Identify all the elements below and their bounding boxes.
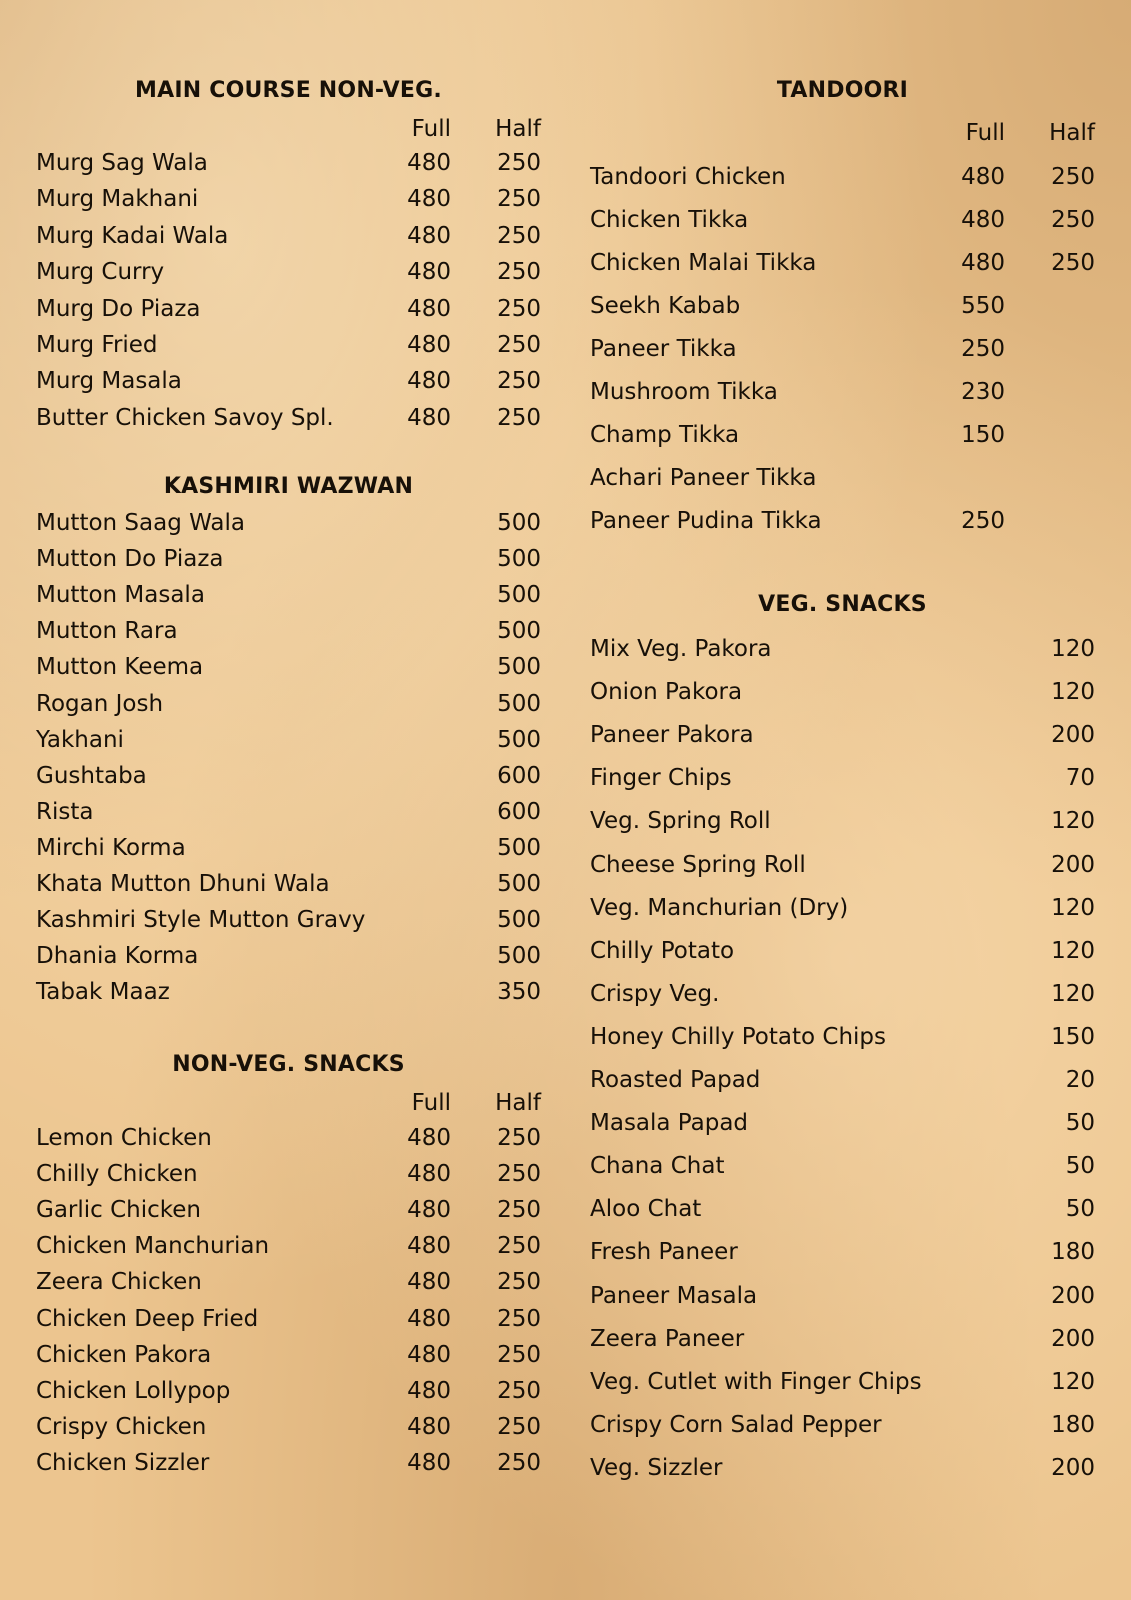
item-name: Murg Masala (36, 368, 182, 395)
item-price: 120 (1051, 894, 1095, 921)
menu-item-row (36, 150, 541, 180)
item-name: Mutton Saag Wala (36, 510, 245, 536)
half-price: 250 (497, 222, 541, 249)
item-price: 500 (497, 546, 541, 573)
item-price: 500 (497, 654, 541, 681)
item-name: Rogan Josh (36, 690, 164, 717)
item-name: Mutton Do Piaza (36, 546, 224, 573)
menu-item-row (36, 654, 541, 684)
section-title: KASHMIRI WAZWAN (163, 474, 414, 499)
menu-item-row (36, 799, 541, 829)
item-price: 180 (1051, 1411, 1095, 1438)
menu-item-row (36, 510, 541, 540)
menu-item-row (36, 223, 541, 253)
item-name: Veg. Manchurian (Dry) (590, 894, 849, 921)
menu-item-row (590, 1239, 1095, 1269)
menu-item-row (590, 1326, 1095, 1356)
item-price: 500 (497, 871, 541, 897)
full-price: 480 (961, 250, 1005, 276)
menu-item-row (590, 852, 1095, 882)
full-price: 480 (407, 1269, 451, 1296)
menu-item-row (36, 332, 541, 362)
item-name: Onion Pakora (590, 679, 743, 706)
menu-item-row (590, 808, 1095, 838)
full-price: 480 (407, 404, 451, 431)
half-price: 250 (1051, 250, 1095, 276)
half-price: 250 (497, 1377, 541, 1404)
menu-item-row (36, 405, 541, 435)
item-name: Paneer Masala (590, 1282, 758, 1309)
item-price: 600 (497, 762, 541, 789)
menu-item-row (590, 1067, 1095, 1097)
menu-item-row (36, 835, 541, 865)
full-price: 480 (407, 1197, 451, 1224)
item-name: Zeera Paneer (590, 1325, 745, 1352)
half-label: Half (495, 1090, 541, 1116)
menu-item-row (36, 691, 541, 721)
item-name: Chicken Manchurian (36, 1233, 270, 1260)
item-name: Chicken Sizzler (36, 1449, 210, 1476)
full-price: 250 (961, 336, 1005, 362)
half-price: 250 (497, 1305, 541, 1332)
half-price: 250 (497, 332, 541, 358)
item-name: Chilly Potato (590, 937, 735, 964)
menu-item-row (36, 186, 541, 216)
item-name: Chicken Lollypop (36, 1377, 231, 1404)
price-header (36, 1090, 541, 1120)
item-price: 120 (1051, 1368, 1095, 1395)
menu-item-row (590, 1196, 1095, 1226)
full-price: 480 (961, 164, 1005, 190)
menu-item-row (590, 336, 1095, 366)
item-name: Mix Veg. Pakora (590, 636, 772, 662)
menu-item-row (590, 293, 1095, 323)
item-price: 500 (497, 618, 541, 645)
item-price: 120 (1051, 937, 1095, 964)
menu-item-row (590, 379, 1095, 409)
item-name: Chicken Malai Tikka (590, 250, 817, 276)
full-price: 230 (961, 379, 1005, 405)
item-name: Kashmiri Style Mutton Gravy (36, 907, 366, 934)
menu-item-row (590, 465, 1095, 495)
item-name: Chana Chat (590, 1153, 725, 1180)
item-name: Dhania Korma (36, 943, 199, 970)
half-price: 250 (1051, 207, 1095, 233)
item-name: Khata Mutton Dhuni Wala (36, 871, 330, 897)
item-name: Murg Curry (36, 259, 165, 286)
item-name: Tandoori Chicken (590, 164, 786, 190)
half-price: 250 (497, 259, 541, 286)
item-name: Aloo Chat (590, 1196, 702, 1223)
item-price: 500 (497, 726, 541, 753)
full-price: 480 (407, 150, 451, 176)
item-name: Murg Makhani (36, 186, 199, 213)
menu-item-row (36, 1233, 541, 1263)
half-price: 250 (497, 295, 541, 322)
half-price: 250 (497, 1413, 541, 1440)
item-price: 70 (1065, 765, 1095, 792)
full-price: 480 (407, 1233, 451, 1260)
item-price: 350 (497, 979, 541, 1006)
menu-item-row (36, 727, 541, 757)
menu-item-row (36, 1378, 541, 1408)
item-name: Veg. Cutlet with Finger Chips (590, 1368, 922, 1395)
half-price: 250 (497, 186, 541, 213)
menu-item-row (590, 1455, 1095, 1485)
item-name: Butter Chicken Savoy Spl. (36, 404, 334, 431)
item-price: 200 (1051, 722, 1095, 749)
half-label: Half (1049, 120, 1095, 146)
menu-item-row (590, 1412, 1095, 1442)
item-name: Mutton Rara (36, 618, 178, 645)
full-label: Full (411, 116, 451, 142)
price-header (36, 116, 541, 146)
item-name: Paneer Tikka (590, 336, 737, 362)
full-price: 250 (961, 508, 1005, 534)
item-name: Fresh Paneer (590, 1239, 738, 1266)
item-name: Veg. Spring Roll (590, 808, 771, 835)
full-price: 480 (407, 1449, 451, 1476)
menu-item-row (590, 981, 1095, 1011)
menu-item-row (36, 368, 541, 398)
item-price: 20 (1065, 1067, 1095, 1093)
full-price: 480 (407, 259, 451, 286)
item-name: Honey Chilly Potato Chips (590, 1023, 886, 1050)
half-price: 250 (497, 1341, 541, 1368)
menu-item-row (590, 207, 1095, 237)
item-price: 120 (1051, 808, 1095, 835)
item-price: 200 (1051, 851, 1095, 878)
item-price: 120 (1051, 980, 1095, 1007)
full-price: 480 (407, 368, 451, 395)
menu-item-row (590, 1283, 1095, 1313)
item-name: Veg. Sizzler (590, 1454, 723, 1481)
full-price: 480 (407, 1341, 451, 1368)
half-price: 250 (497, 1197, 541, 1224)
item-name: Finger Chips (590, 765, 732, 792)
menu-item-row (590, 422, 1095, 452)
section-title: NON-VEG. SNACKS (172, 1052, 405, 1077)
menu-item-row (590, 938, 1095, 968)
item-name: Murg Do Piaza (36, 295, 201, 322)
full-price: 480 (961, 207, 1005, 233)
item-name: Roasted Papad (590, 1067, 761, 1093)
full-price: 150 (961, 422, 1005, 448)
item-price: 200 (1051, 1282, 1095, 1309)
item-price: 500 (497, 582, 541, 609)
menu-item-row (36, 296, 541, 326)
full-label: Full (411, 1090, 451, 1116)
menu-item-row (36, 1197, 541, 1227)
menu-item-row (590, 722, 1095, 752)
half-price: 250 (1051, 164, 1095, 190)
item-name: Rista (36, 798, 94, 825)
item-price: 500 (497, 510, 541, 536)
half-price: 250 (497, 368, 541, 395)
item-price: 200 (1051, 1454, 1095, 1481)
item-name: Murg Sag Wala (36, 150, 208, 176)
full-price: 480 (407, 332, 451, 358)
item-name: Achari Paneer Tikka (590, 465, 817, 491)
item-name: Crispy Chicken (36, 1413, 207, 1440)
item-name: Cheese Spring Roll (590, 851, 806, 878)
item-name: Mushroom Tikka (590, 379, 778, 405)
menu-item-row (590, 895, 1095, 925)
item-price: 200 (1051, 1325, 1095, 1352)
item-price: 180 (1051, 1239, 1095, 1266)
item-name: Mirchi Korma (36, 834, 186, 861)
item-price: 500 (497, 907, 541, 934)
item-name: Lemon Chicken (36, 1125, 212, 1151)
item-name: Chicken Pakora (36, 1341, 212, 1368)
half-price: 250 (497, 150, 541, 176)
item-price: 50 (1065, 1196, 1095, 1223)
half-price: 250 (497, 1449, 541, 1476)
menu-item-row (590, 765, 1095, 795)
item-name: Yakhani (36, 726, 124, 753)
menu-item-row (590, 1369, 1095, 1399)
menu-item-row (36, 907, 541, 937)
full-price: 480 (407, 1377, 451, 1404)
menu-item-row (36, 1414, 541, 1444)
section-title: TANDOORI (776, 78, 909, 103)
item-name: Gushtaba (36, 762, 147, 789)
item-name: Chicken Deep Fried (36, 1305, 259, 1332)
item-name: Champ Tikka (590, 422, 740, 448)
item-name: Chicken Tikka (590, 207, 749, 233)
menu-item-row (36, 1342, 541, 1372)
menu-item-row (36, 259, 541, 289)
item-name: Seekh Kabab (590, 293, 741, 319)
item-price: 600 (497, 798, 541, 825)
menu-item-row (590, 164, 1095, 194)
menu-item-row (36, 582, 541, 612)
full-price: 550 (961, 293, 1005, 319)
item-name: Tabak Maaz (36, 979, 170, 1006)
full-price: 480 (407, 222, 451, 249)
item-name: Garlic Chicken (36, 1197, 202, 1224)
full-label: Full (965, 120, 1005, 146)
full-price: 480 (407, 1125, 451, 1151)
full-price: 480 (407, 1161, 451, 1188)
item-name: Mutton Masala (36, 582, 205, 609)
menu-item-row (36, 871, 541, 901)
item-name: Paneer Pakora (590, 722, 754, 749)
menu-item-row (36, 1161, 541, 1191)
menu-item-row (590, 1110, 1095, 1140)
item-price: 120 (1051, 679, 1095, 706)
full-price: 480 (407, 1413, 451, 1440)
menu-item-row (36, 618, 541, 648)
half-price: 250 (497, 1125, 541, 1151)
menu-item-row (590, 636, 1095, 666)
item-name: Mutton Keema (36, 654, 204, 681)
menu-item-row (36, 1269, 541, 1299)
item-name: Murg Kadai Wala (36, 222, 229, 249)
menu-item-row (590, 1153, 1095, 1183)
menu-item-row (36, 763, 541, 793)
price-header (590, 120, 1095, 150)
section-title: VEG. SNACKS (758, 592, 927, 617)
section-title: MAIN COURSE NON-VEG. (135, 78, 442, 103)
item-price: 500 (497, 943, 541, 970)
item-name: Crispy Veg. (590, 980, 720, 1007)
item-price: 500 (497, 834, 541, 861)
menu-item-row (36, 546, 541, 576)
item-price: 50 (1065, 1153, 1095, 1180)
half-price: 250 (497, 404, 541, 431)
half-price: 250 (497, 1269, 541, 1296)
item-price: 500 (497, 690, 541, 717)
menu-item-row (36, 1125, 541, 1155)
item-name: Paneer Pudina Tikka (590, 508, 822, 534)
half-label: Half (495, 116, 541, 142)
item-price: 50 (1065, 1110, 1095, 1137)
menu-item-row (590, 1024, 1095, 1054)
item-price: 150 (1051, 1023, 1095, 1050)
item-name: Crispy Corn Salad Pepper (590, 1411, 882, 1438)
menu-item-row (590, 250, 1095, 280)
item-name: Masala Papad (590, 1110, 749, 1137)
full-price: 480 (407, 1305, 451, 1332)
item-name: Murg Fried (36, 332, 158, 358)
item-name: Zeera Chicken (36, 1269, 202, 1296)
menu-item-row (36, 1306, 541, 1336)
half-price: 250 (497, 1233, 541, 1260)
item-name: Chilly Chicken (36, 1161, 198, 1188)
item-price: 120 (1051, 636, 1095, 662)
menu-item-row (36, 979, 541, 1009)
menu-item-row (36, 1450, 541, 1480)
half-price: 250 (497, 1161, 541, 1188)
menu-item-row (36, 943, 541, 973)
full-price: 480 (407, 186, 451, 213)
full-price: 480 (407, 295, 451, 322)
menu-item-row (590, 508, 1095, 538)
menu-item-row (590, 679, 1095, 709)
